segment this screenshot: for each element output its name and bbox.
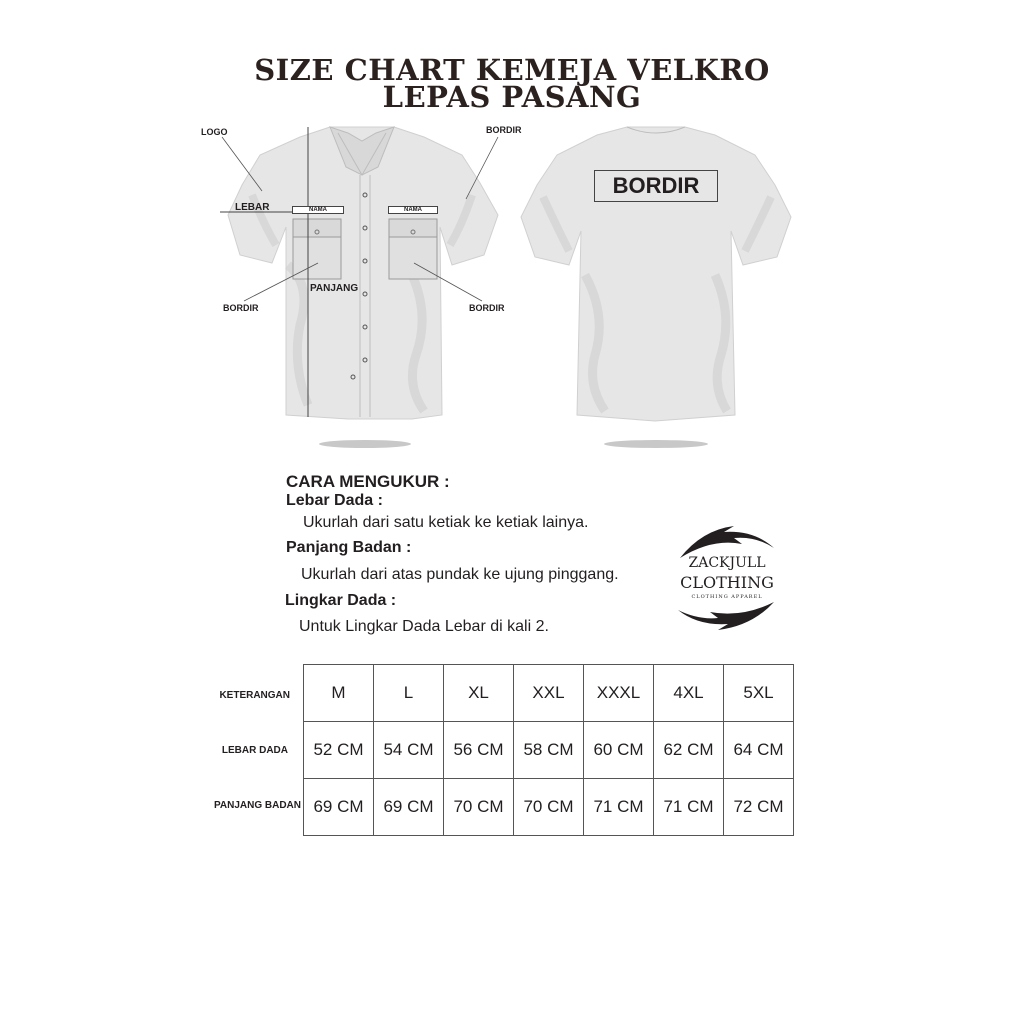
- logo-label: LOGO: [201, 127, 228, 137]
- bordir-left-label: BORDIR: [223, 303, 259, 313]
- bordir-right-label: BORDIR: [469, 303, 505, 313]
- panjang-badan-xl: 70 CM: [444, 779, 514, 836]
- panjang-badan-text: Ukurlah dari atas pundak ke ujung pinggang.: [301, 566, 619, 583]
- lebar-dada-heading: Lebar Dada :: [286, 492, 383, 509]
- back-bordir-box: BORDIR: [594, 170, 718, 202]
- size-cell-l: L: [374, 665, 444, 722]
- logo-top-swoosh: [680, 526, 774, 558]
- front-shirt-shape: [228, 127, 498, 419]
- panjang-label: PANJANG: [310, 283, 359, 294]
- size-cell-m: M: [304, 665, 374, 722]
- panjang-badan-m: 69 CM: [304, 779, 374, 836]
- lebar-dada-5xl: 64 CM: [724, 722, 794, 779]
- size-cell-xxxl: XXXL: [584, 665, 654, 722]
- size-table: [303, 664, 794, 836]
- logo-line-3: CLOTHING APPAREL: [691, 594, 763, 600]
- size-cell-5xl: 5XL: [724, 665, 794, 722]
- panjang-badan-heading: Panjang Badan :: [286, 539, 412, 556]
- panjang-badan-row: [304, 779, 794, 836]
- nama-tag-left: NAMA: [292, 206, 344, 214]
- panjang-badan-4xl: 71 CM: [654, 779, 724, 836]
- lebar-dada-4xl: 62 CM: [654, 722, 724, 779]
- panjang-badan-xxl: 70 CM: [514, 779, 584, 836]
- panjang-badan-l: 69 CM: [374, 779, 444, 836]
- bordir-top-label: BORDIR: [486, 125, 522, 135]
- lingkar-dada-heading: Lingkar Dada :: [285, 592, 397, 609]
- title-line-2: LEPAS PASANG: [382, 80, 642, 114]
- panjang-badan-row-label: PANJANG BADAN: [213, 800, 301, 811]
- lebar-dada-text: Ukurlah dari satu ketiak ke ketiak lainya.: [303, 514, 589, 531]
- size-cell-xxl: XXL: [514, 665, 584, 722]
- instructions-heading: CARA MENGUKUR :: [286, 472, 450, 491]
- lebar-label: LEBAR: [235, 202, 270, 213]
- logo-bottom-swoosh: [678, 602, 774, 630]
- lebar-dada-xxl: 58 CM: [514, 722, 584, 779]
- lebar-dada-m: 52 CM: [304, 722, 374, 779]
- front-shirt-shadow: [319, 440, 411, 448]
- logo-line-2: CLOTHING: [680, 573, 774, 592]
- back-shirt-illustration: [515, 115, 800, 455]
- lebar-dada-row-label: LEBAR DADA: [221, 745, 288, 756]
- lebar-dada-l: 54 CM: [374, 722, 444, 779]
- size-header-row: [304, 665, 794, 722]
- lebar-dada-xl: 56 CM: [444, 722, 514, 779]
- panjang-badan-xxxl: 71 CM: [584, 779, 654, 836]
- header-row-label: KETERANGAN: [219, 690, 290, 701]
- lebar-dada-xxxl: 60 CM: [584, 722, 654, 779]
- size-cell-4xl: 4XL: [654, 665, 724, 722]
- logo-line-1: ZACKJULL: [688, 555, 766, 571]
- panjang-badan-5xl: 72 CM: [724, 779, 794, 836]
- back-shirt-shadow: [604, 440, 708, 448]
- size-cell-xl: XL: [444, 665, 514, 722]
- nama-tag-right: NAMA: [388, 206, 438, 214]
- lingkar-dada-text: Untuk Lingkar Dada Lebar di kali 2.: [299, 618, 549, 635]
- lebar-dada-row: [304, 722, 794, 779]
- title-line-1: SIZE CHART KEMEJA VELKRO: [254, 53, 770, 87]
